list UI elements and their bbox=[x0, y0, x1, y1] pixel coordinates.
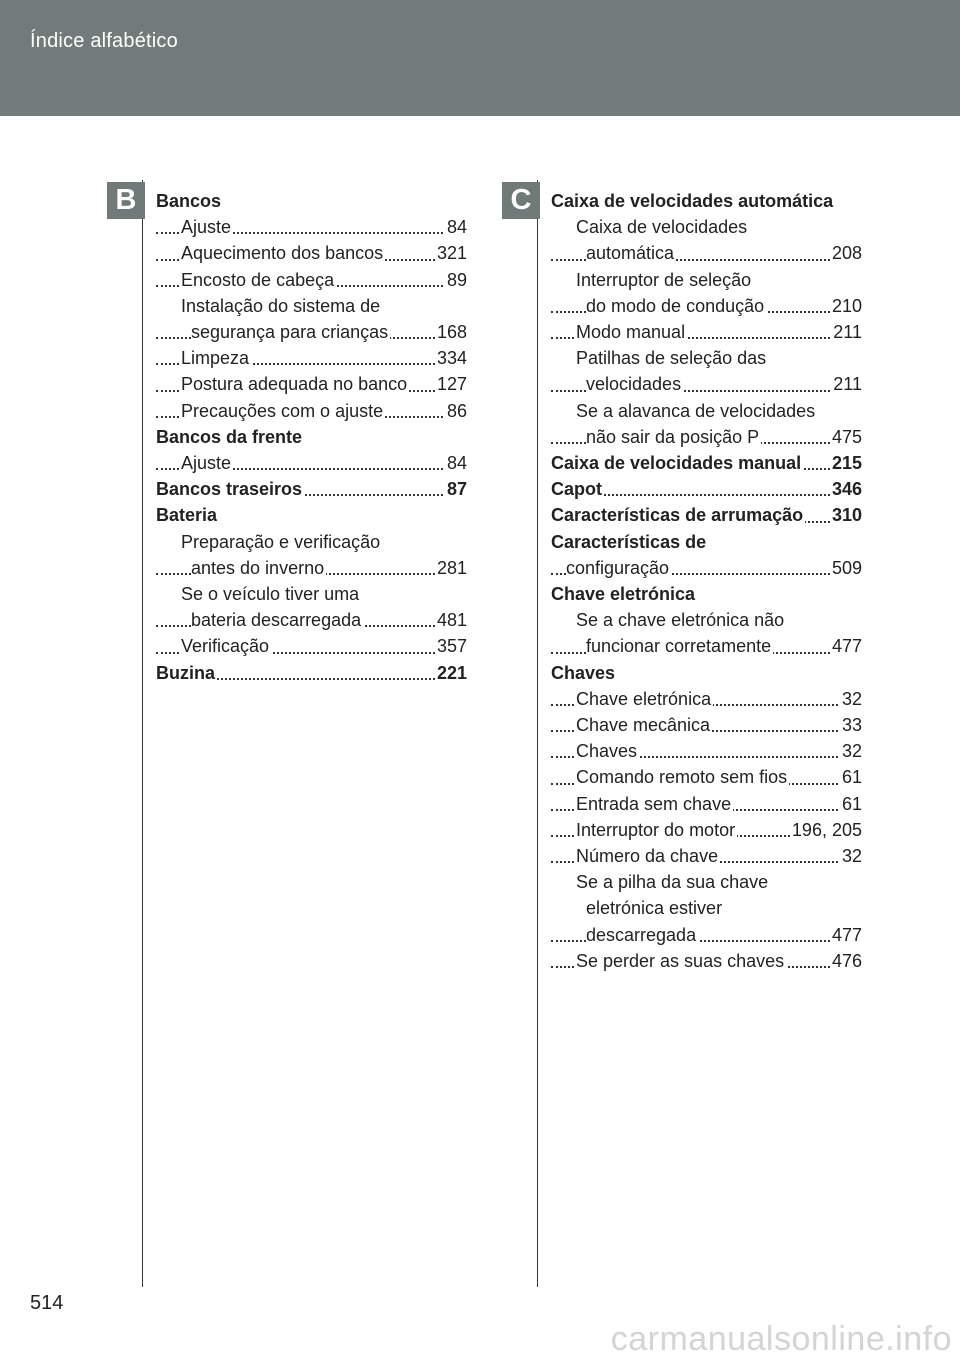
index-entry bbox=[156, 476, 467, 502]
index-column-c bbox=[551, 188, 862, 974]
index-entry bbox=[551, 450, 862, 476]
index-entry bbox=[551, 843, 862, 869]
index-entry-page: 168 bbox=[435, 319, 467, 345]
index-entry bbox=[551, 791, 862, 817]
index-entry bbox=[551, 502, 862, 528]
index-entry-term: Precauções com o ajuste bbox=[181, 400, 384, 421]
index-entry bbox=[156, 450, 467, 476]
index-entry-page: 32 bbox=[840, 843, 862, 869]
index-entry-page: 210 bbox=[830, 293, 862, 319]
index-entry-term: Comando remoto sem fios bbox=[576, 767, 788, 788]
index-entry bbox=[156, 293, 467, 319]
index-entry-page: 357 bbox=[435, 633, 467, 659]
index-entry bbox=[156, 319, 467, 345]
index-entry bbox=[551, 345, 862, 371]
index-entry-page: 281 bbox=[435, 555, 467, 581]
index-entry-term: Ajuste bbox=[181, 217, 232, 238]
index-entry-page: 211 bbox=[831, 371, 862, 397]
index-entry-page: 334 bbox=[435, 345, 467, 371]
index-entry bbox=[551, 895, 862, 921]
index-entry-term: Aquecimento dos bancos bbox=[181, 243, 384, 264]
index-entry-term: automática bbox=[586, 243, 675, 264]
index-entry-term: Chave eletrónica bbox=[551, 584, 696, 605]
index-entry-term: Características de arrumação bbox=[551, 505, 804, 526]
index-entry bbox=[551, 686, 862, 712]
index-entry-term: Caixa de velocidades automática bbox=[551, 191, 834, 211]
index-entry bbox=[156, 267, 467, 293]
watermark: carmanualsonline.info bbox=[610, 1320, 952, 1358]
index-entry bbox=[551, 188, 862, 214]
index-entry-term: Chaves bbox=[576, 741, 638, 762]
section-letter-c: C bbox=[502, 182, 540, 219]
index-entry-page: 477 bbox=[830, 922, 862, 948]
index-entry-page: 211 bbox=[831, 319, 862, 345]
column-divider-left bbox=[142, 180, 143, 1287]
index-entry bbox=[551, 319, 862, 345]
index-entry bbox=[156, 345, 467, 371]
index-entry bbox=[156, 214, 467, 240]
index-entry bbox=[156, 581, 467, 607]
index-entry bbox=[551, 293, 862, 319]
index-entry-term: Buzina bbox=[156, 662, 216, 683]
index-entry-term: Limpeza bbox=[181, 348, 250, 369]
index-entry-page: 89 bbox=[445, 267, 467, 293]
index-entry-term: Patilhas de seleção das bbox=[576, 348, 767, 369]
column-divider-right bbox=[537, 180, 538, 1287]
index-entry-term: Se a chave eletrónica não bbox=[576, 610, 785, 631]
index-entry bbox=[551, 817, 862, 843]
page-header bbox=[0, 0, 960, 116]
index-entry-page: 221 bbox=[435, 660, 467, 686]
index-entry-term: Caixa de velocidades manual bbox=[551, 453, 802, 474]
index-entry-page: 477 bbox=[830, 633, 862, 659]
index-entry-term: Ajuste bbox=[181, 453, 232, 474]
index-entry-term: Instalação do sistema de bbox=[181, 295, 381, 316]
index-entry bbox=[551, 581, 862, 607]
index-entry-term: Preparação e verificação bbox=[181, 531, 381, 552]
index-entry bbox=[156, 424, 467, 450]
index-entry-page: 84 bbox=[445, 450, 467, 476]
index-entry bbox=[156, 607, 467, 633]
header-title: Índice alfabético bbox=[30, 30, 178, 52]
index-entry-page: 208 bbox=[830, 240, 862, 266]
index-entry bbox=[551, 633, 862, 659]
index-entry-page: 321 bbox=[435, 240, 467, 266]
index-entry-page: 87 bbox=[445, 476, 467, 502]
index-entry-term: Se o veículo tiver uma bbox=[181, 584, 360, 605]
index-entry-term: bateria descarregada bbox=[191, 610, 362, 631]
index-entry-term: Encosto de cabeça bbox=[181, 269, 335, 290]
index-entry-page: 481 bbox=[435, 607, 467, 633]
index-entry-page: 32 bbox=[840, 686, 862, 712]
index-entry-page: 196, 205 bbox=[790, 817, 862, 843]
index-entry bbox=[551, 267, 862, 293]
index-entry-term: antes do inverno bbox=[191, 557, 325, 578]
index-entry-term: descarregada bbox=[586, 924, 697, 945]
index-entry bbox=[156, 660, 467, 686]
index-entry bbox=[551, 869, 862, 895]
index-entry bbox=[551, 948, 862, 974]
index-entry-term: Caixa de velocidades bbox=[576, 217, 748, 238]
section-letter-b: B bbox=[107, 182, 145, 219]
index-entry bbox=[551, 214, 862, 240]
index-entry-term: Verificação bbox=[181, 636, 270, 657]
page-number: 514 bbox=[30, 1292, 64, 1314]
index-entry bbox=[551, 607, 862, 633]
index-entry-page: 61 bbox=[840, 791, 862, 817]
index-entry-page: 33 bbox=[840, 712, 862, 738]
index-entry-term: Interruptor do motor bbox=[576, 819, 736, 840]
index-entry-page: 310 bbox=[830, 502, 862, 528]
index-entry-term: velocidades bbox=[586, 374, 682, 395]
index-entry-page: 61 bbox=[840, 764, 862, 790]
index-entry-term: Postura adequada no banco bbox=[181, 374, 408, 395]
index-entry bbox=[156, 371, 467, 397]
index-entry bbox=[156, 633, 467, 659]
index-entry-term: Bancos da frente bbox=[156, 426, 303, 447]
index-entry bbox=[551, 738, 862, 764]
index-entry-page: 32 bbox=[840, 738, 862, 764]
index-entry bbox=[551, 424, 862, 450]
index-entry-term: Chave mecânica bbox=[576, 715, 711, 736]
index-entry-term: Chave eletrónica bbox=[576, 688, 712, 709]
index-entry bbox=[551, 476, 862, 502]
index-entry-term: Bancos traseiros bbox=[156, 479, 303, 500]
index-entry bbox=[551, 660, 862, 686]
index-entry bbox=[156, 188, 467, 214]
index-entry bbox=[156, 529, 467, 555]
index-entry bbox=[551, 371, 862, 397]
index-entry bbox=[551, 922, 862, 948]
index-entry-term: configuração bbox=[566, 557, 670, 578]
index-entry-term: do modo de condução bbox=[586, 295, 765, 316]
index-entry bbox=[551, 764, 862, 790]
index-entry-term: não sair da posição P bbox=[586, 426, 760, 447]
index-entry-term: Chaves bbox=[551, 662, 616, 683]
index-entry bbox=[551, 712, 862, 738]
index-entry-term: Se a alavanca de velocidades bbox=[576, 400, 816, 421]
index-entry-page: 215 bbox=[830, 450, 862, 476]
index-entry-term: Capot bbox=[551, 479, 602, 500]
index-entry-term: Interruptor de seleção bbox=[576, 269, 752, 290]
index-entry-page: 84 bbox=[445, 214, 467, 240]
index-entry-page: 86 bbox=[445, 398, 467, 424]
index-entry-term: Bateria bbox=[156, 505, 218, 526]
index-entry-page: 127 bbox=[435, 371, 467, 397]
index-entry-term: segurança para crianças bbox=[191, 322, 389, 343]
index-entry bbox=[551, 240, 862, 266]
index-entry bbox=[156, 398, 467, 424]
index-entry-page: 509 bbox=[830, 555, 862, 581]
index-entry-term: Bancos bbox=[156, 191, 222, 211]
index-entry-term: Modo manual bbox=[576, 322, 686, 343]
index-entry-term: Se a pilha da sua chave bbox=[576, 872, 769, 893]
index-entry-page: 476 bbox=[830, 948, 862, 974]
index-entry-term: eletrónica estiver bbox=[586, 898, 723, 919]
index-entry bbox=[156, 555, 467, 581]
index-entry bbox=[551, 398, 862, 424]
index-entry-term: Características de bbox=[551, 531, 707, 552]
index-entry bbox=[156, 502, 467, 528]
index-entry-term: funcionar corretamente bbox=[586, 636, 772, 657]
index-entry-term: Entrada sem chave bbox=[576, 793, 732, 814]
index-entry bbox=[156, 240, 467, 266]
index-entry-page: 346 bbox=[830, 476, 862, 502]
index-entry-page: 475 bbox=[830, 424, 862, 450]
index-entry bbox=[551, 555, 862, 581]
index-entry bbox=[551, 529, 862, 555]
index-entry-term: Número da chave bbox=[576, 846, 719, 867]
index-column-b bbox=[156, 188, 467, 686]
index-entry-term: Se perder as suas chaves bbox=[576, 950, 785, 971]
